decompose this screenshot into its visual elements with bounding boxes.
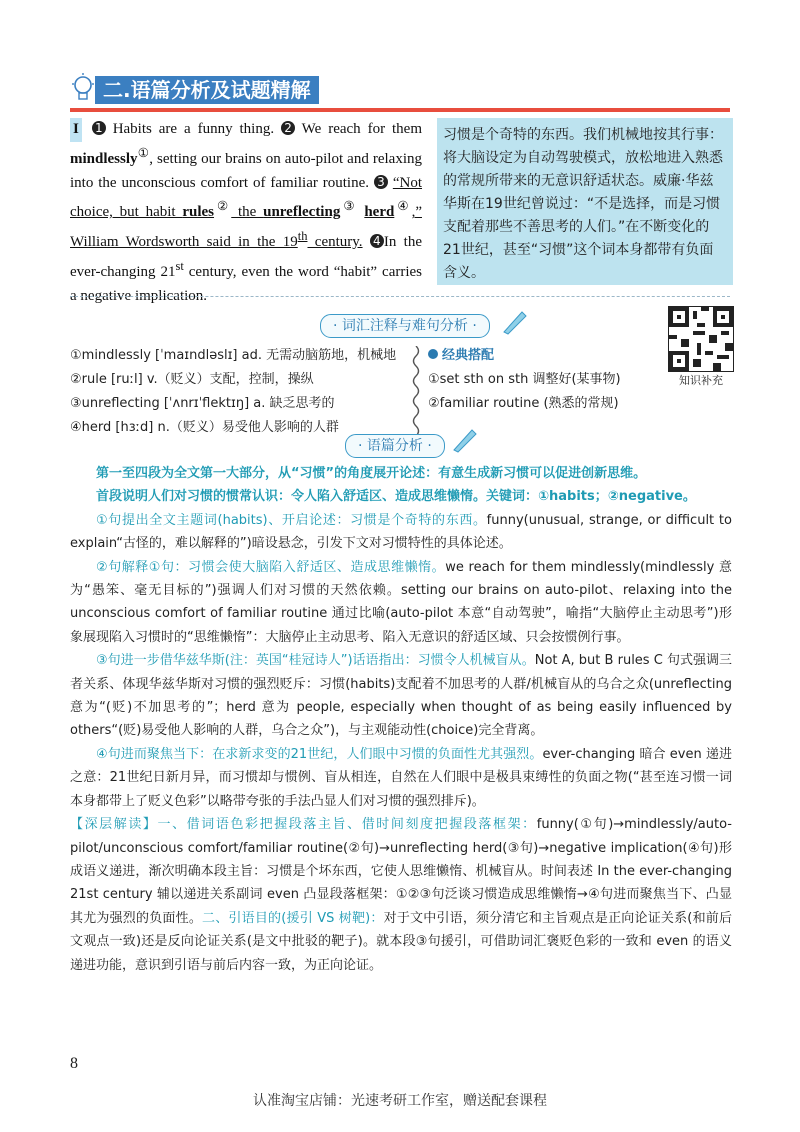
footnote-1: ① <box>137 145 150 160</box>
footnote-2: ② <box>214 199 232 214</box>
quote-mid: the <box>231 204 264 221</box>
vocab-item: ④herd [hɜːd] n.（贬义）易受他人影响的人群 <box>70 420 339 435</box>
word-unreflecting: unreflecting <box>263 204 341 221</box>
sentence-4b: century, even the word “habit” carries a negative implication. <box>70 263 423 304</box>
sentence-4a: In the ever-changing 21 <box>70 234 422 280</box>
phrases-block <box>428 344 668 416</box>
phrase-item: ①set sth on sth 调整好(某事物) <box>428 372 621 387</box>
lightbulb-icon <box>70 72 96 106</box>
analysis-para-2: 首段说明人们对习惯的惯常认识：令人陷入舒适区、造成思维懒惰。关键词：①habits；②negative。 <box>96 489 696 505</box>
analysis-para-1: 第一至四段为全文第一大部分，从“习惯”的角度展开论述：有意生成新习惯可以促进创新思维。 <box>96 466 647 481</box>
qr-pattern-icon <box>669 307 733 371</box>
footer-text: 认准淘宝店铺：光速考研工作室，赠送配套课程 <box>253 1093 547 1109</box>
pen-icon <box>500 306 530 336</box>
qr-code[interactable] <box>668 306 734 372</box>
phrases-title: 经典搭配 <box>428 344 668 368</box>
qr-label: 知识补充 <box>679 374 723 387</box>
analysis-para-3: ①句提出全文主题词(habits)、开启论述：习惯是个奇特的东西。funny(unusual, strange, or difficult to explain“古怪的，难以解释的”)暗设悬念，引发下文对习惯特性的具体论述。 <box>70 512 732 552</box>
footnote-3: ③ <box>340 199 358 214</box>
english-passage <box>70 118 422 309</box>
word-herd: herd <box>364 204 395 221</box>
analysis-section-title: · 语篇分析 · <box>345 434 445 458</box>
analysis-para-4: ②句解释①句：习惯会使大脑陷入舒适区、造成思维懒惰。we reach for them mindlessly(mindlessly 意为“愚笨、毫无目标的”)强调人们对习惯的天然依赖。setting our brains on auto-pilot、relaxing into the unconscious comfort of familiar routine 通过比喻(auto-pilot 本意“自动驾驶”，喻指“大脑停止主动思考”)形象展现陷入习惯时的“思维懒惰”：大脑停止主动思考、陷入无意识的舒适区域、只会按惯例行事。 <box>70 559 732 645</box>
sentence-marker-2: 2 <box>281 121 295 135</box>
vocab-item: ①mindlessly [ˈmaɪndləslɪ] ad. 无需动脑筋地，机械地 <box>70 348 397 363</box>
ordinal-th: th <box>297 229 308 244</box>
sentence-marker-4: 4 <box>370 234 384 248</box>
sentence-2a: We reach for them <box>301 121 422 137</box>
quote-open: “Not choice, but habit <box>70 174 423 221</box>
phrase-item: ②familiar routine (熟悉的常规) <box>428 396 619 411</box>
wavy-divider <box>410 346 422 436</box>
paragraph-numeral: I <box>70 118 82 142</box>
analysis-para-5: ③句进一步借华兹华斯(注：英国“桂冠诗人”)话语指出：习惯令人机械盲从。Not A, but B rules C 句式强调三者关系、体现华兹华斯对习惯的强烈贬斥：习惯(habits)支配着不加思考的人群/机械盲从的乌合之众(unreflecting 意为“(贬)不加思考的”；herd 意为 people, especially when thought of as being easily influenced by others“(贬)易受他人影响的人群，乌合之众”)，与主观能动性(choice)完全背离。 <box>70 653 732 739</box>
analysis-para-7: 【深层解读】一、借词语色彩把握段落主旨、借时间刻度把握段落框架：funny(①句)→mindlessly/auto-pilot/unconscious comfort/familiar routine(②句)→unreflecting herd(③句)→negative implication(④句)形成语义递进，渐次明确本段主旨：习惯是个坏东西，它使人思维懒惰、机械盲从。时间表述 In the ever-changing 21st century 辅以递进关系副词 even 凸显段落框架：①②③句泛谈习惯造成思维懒惰→④句进而聚焦当下、凸显其尤为强烈的负面性。二、引语目的(援引 VS 树靶)：对于文中引语，须分清它和主旨观点是正向论证关系(和前后文观点一致)还是反向论证关系(是文中批驳的靶子)。就本段③句援引，可借助词汇褒贬色彩的一致和 even 的语义递进功能，意识到引语与前后内容一致，为正向论证。 <box>70 817 732 973</box>
word-mindlessly: mindlessly <box>70 150 138 167</box>
sentence-1: Habits are a funny thing. <box>112 121 275 137</box>
vocab-item: ③unreflecting [ˈʌnrɪˈflektɪŋ] a. 缺乏思考的 <box>70 396 335 411</box>
word-rules: rules <box>182 204 215 221</box>
quote-attrib: ,” William Wordsworth said in the 19 <box>70 204 422 251</box>
vocab-list <box>70 344 400 440</box>
pen-icon <box>450 424 480 454</box>
vocab-section-title: · 词汇注释与难句分析 · <box>320 314 490 338</box>
sentence-2b: , setting our brains on auto-pilot and relaxing into the unconscious comfort of familiar routine. <box>70 150 422 191</box>
bullet-icon <box>428 349 438 359</box>
sentence-marker-1: 1 <box>92 121 106 135</box>
page-number: 8 <box>70 1055 78 1072</box>
footnote-4: ④ <box>394 199 412 214</box>
section-title: 二.语篇分析及试题精解 <box>95 76 319 104</box>
quote-end: century. <box>307 234 363 251</box>
analysis-body <box>70 462 732 977</box>
chinese-translation: 习惯是个奇特的东西。我们机械地按其行事：将大脑设定为自动驾驶模式，放松地进入熟悉的常规所带来的无意识舒适状态。威廉·华兹华斯在19世纪曾说过：“不是选择，而是习惯支配着那些不善思考的人们。”在不断变化的21世纪，甚至“习惯”这个词本身都带有负面含义。 <box>437 118 733 285</box>
ordinal-st: st <box>175 258 184 273</box>
sentence-marker-3: 3 <box>374 175 388 189</box>
analysis-para-6: ④句进而聚焦当下：在求新求变的21世纪，人们眼中习惯的负面性尤其强烈。ever-changing 暗合 even 递进之意：21世纪日新月异，而习惯却与惯例、盲从相连，自然在人们眼中是极具束缚性的负面之物(“甚至连习惯一词本身都带上了贬义色彩”以略带夸张的手法凸显人们对习惯的强烈排斥)。 <box>70 746 732 809</box>
vocab-item: ②rule [ruːl] v.（贬义）支配，控制，操纵 <box>70 372 314 387</box>
divider <box>70 296 730 297</box>
